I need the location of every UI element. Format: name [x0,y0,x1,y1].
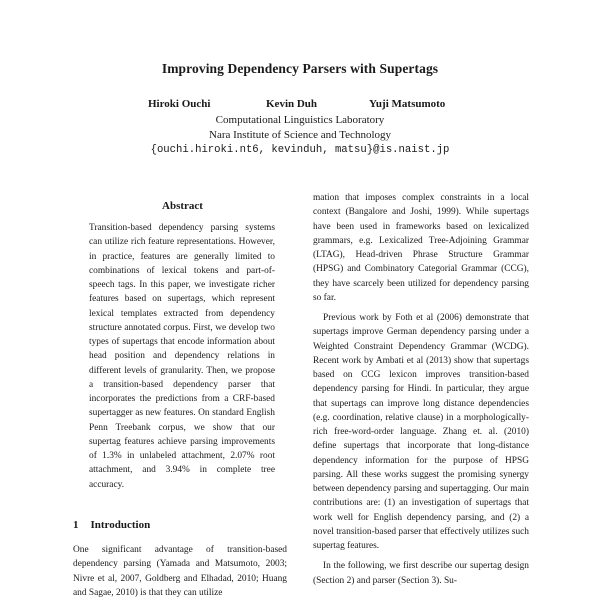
affiliation-line: Nara Institute of Science and Technology [209,129,391,141]
abstract-heading: Abstract [162,200,203,212]
abstract-body [89,221,275,492]
section-number: 1 [73,519,79,531]
author-name: Kevin Duh [266,98,318,110]
paragraph: One significant advantage of transition-based dependency parsing (Yamada and Matsumoto, 2003; Nivre et al, 2007, Goldberg and Elhadad, 2010; Huang and Sagae, 2010) is that they can utilize [73,545,287,598]
affiliation-line: Computational Linguistics Laboratory [215,114,385,126]
paragraph: mation that imposes complex constraints in a local context (Bangalore and Joshi, 1999). While supertags have been used in frameworks based on lexicalized grammars, e.g. Lexicalized Tree-Adjoining Grammar (LTAG), Head-driven Phrase Structure Grammar (HPSG) and Combinatory Categorial Grammar (CCG), they have scarcely been utilized for dependency parsing so far. [313,193,529,303]
section-heading [73,519,150,531]
abstract-text: Transition-based dependency parsing systems can utilize rich feature representations. However, in practice, features are generally limited to combinations of lexical tokens and part-of-speech tags. In this paper, we investigate richer features based on supertags, which represent lexical templates extracted from dependency structure annotated corpus. First, we develop two types of supertags that encode information about head position and dependency relations in different levels of granularity. Then, we propose a transition-based dependency parser that incorporates the predictions from a CRF-based supertagger as new features. On standard English Penn Treebank corpus, we show that our supertag features achieve parsing improvements of 1.3% in unlabeled attachment, 2.07% root attachment, and 3.94% in complete tree accuracy. [89,223,275,490]
paragraph: In the following, we first describe our supertag design (Section 2) and parser (Section 3). Su- [313,561,529,586]
introduction-body [73,543,287,600]
right-column [313,191,529,588]
paper-title: Improving Dependency Parsers with Supertags [161,61,439,76]
author-list [0,98,600,114]
author-name: Hiroki Ouchi [148,98,211,110]
author-name: Yuji Matsumoto [369,98,446,110]
paragraph: Previous work by Foth et al (2006) demonstrate that supertags improve German dependency parsing under a Weighted Constraint Dependency Grammar (WCDG). Recent work by Ambati et al (2013) show that supertags based on CCG lexicon improves transition-based dependency parsing for Hindi. In particular, they argue that supertags can improve long distance dependencies (e.g. coordination, relative clause) in a morphologically-rich free-word-order language. Zhang et. al. (2010) define supertags that incorporate that long-distance dependency information for the purpose of HPSG parsing. All these works suggest the promising synergy between dependency parsing and supertagging. Our main contributions are: (1) an investigation of supertags that work well for English dependency parsing, and (2) a novel transition-based parser that effectively utilizes such supertag features. [313,313,529,551]
author-emails: {ouchi.hiroki.nt6, kevinduh, matsu}@is.naist.jp [150,144,450,156]
section-title: Introduction [90,519,151,531]
